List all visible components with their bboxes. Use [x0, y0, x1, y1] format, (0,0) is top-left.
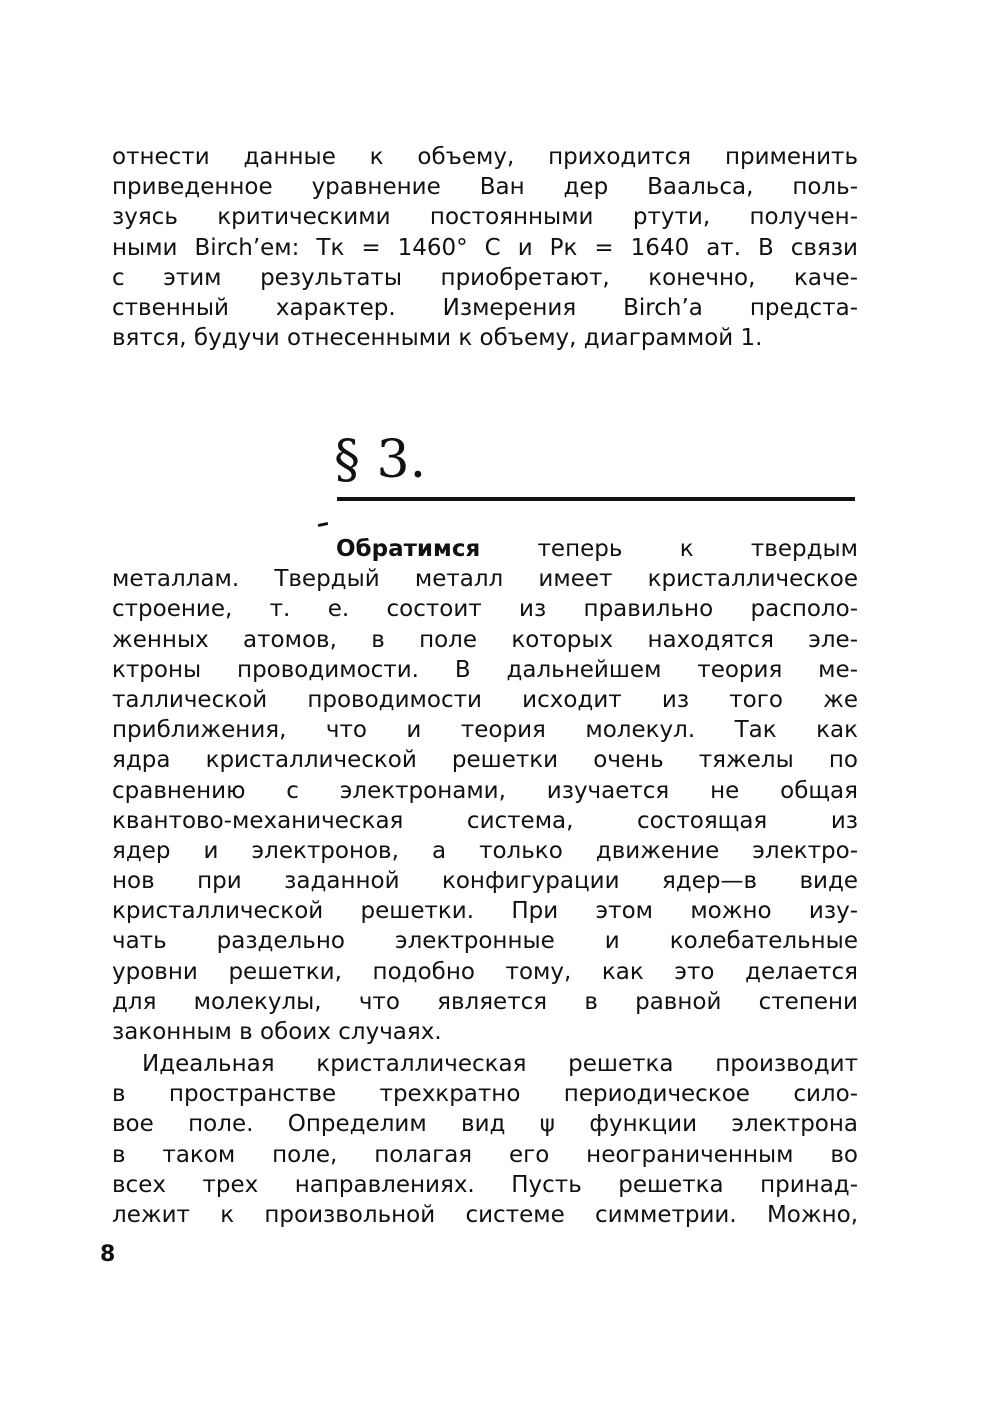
paragraph-solid-metals — [112, 534, 858, 1047]
text-line: всех трех направлениях. Пусть решетка принад- — [112, 1171, 858, 1198]
emphasized-word: Обратимся — [336, 536, 481, 562]
section-heading: § 3. — [334, 430, 427, 490]
text-line — [112, 534, 858, 564]
paragraph-continuation — [112, 142, 858, 353]
text-line: женных атомов, в поле которых находятся эле- — [112, 626, 858, 653]
text-line: в пространстве трехкратно периодическое сило- — [112, 1081, 858, 1108]
text-line: нов при заданной конфигурации ядер—в виде — [112, 868, 858, 895]
text-line: в таком поле, полагая его неограниченным во — [112, 1141, 858, 1168]
text-line: кристаллической решетки. При этом можно изу- — [112, 898, 858, 925]
text-line: ктроны проводимости. В дальнейшем теория ме- — [112, 656, 858, 683]
text-line: уровни решетки, подобно тому, как это делается — [112, 958, 858, 985]
text-line: ядер и электронов, а только движение электро- — [112, 837, 858, 864]
text-line: вое поле. Определим вид ψ функции электрона — [112, 1111, 858, 1138]
page-number: 8 — [100, 1242, 116, 1267]
text-line: чать раздельно электронные и колебательные — [112, 928, 858, 955]
text-line: приведенное уравнение Ван дер Ваальса, поль- — [112, 174, 858, 201]
section-underline — [337, 497, 855, 501]
text-line: вятся, будучи отнесенными к объему, диаграммой 1. — [112, 325, 763, 352]
text-line: лежит к произвольной системе симметрии. Можно, — [112, 1201, 858, 1228]
text-line: отнести данные к объему, приходится применить — [112, 144, 858, 170]
text-line: квантово-механическая система, состоящая из — [112, 807, 858, 834]
text-line: ядра кристаллической решетки очень тяжелы по — [112, 747, 858, 774]
text-line: ственный характер. Измерения Birch’а предста- — [112, 294, 858, 321]
text-line: таллической проводимости исходит из того же — [112, 686, 858, 713]
text-line: законным в обоих случаях. — [112, 1019, 442, 1045]
text-line: приближения, что и теория молекул. Так как — [112, 717, 858, 744]
text-line: ными Birch’ем: Tк = 1460° С и Pк = 1640 ат. В связи — [112, 234, 858, 261]
text-fragment: теперь к твердым — [537, 536, 858, 562]
paragraph-ideal-lattice — [112, 1049, 858, 1230]
text-line: с этим результаты приобретают, конечно, каче- — [112, 264, 858, 291]
text-line: металлам. Твердый металл имеет кристаллическое — [112, 566, 858, 593]
text-line: для молекулы, что является в равной степени — [112, 988, 858, 1015]
text-line: строение, т. е. состоит из правильно располо- — [112, 596, 858, 623]
text-line: зуясь критическими постоянными ртути, получен- — [112, 204, 858, 231]
text-line: Идеальная кристаллическая решетка производит — [142, 1051, 858, 1077]
text-line: сравнению с электронами, изучается не общая — [112, 777, 858, 804]
print-mark — [318, 522, 328, 527]
